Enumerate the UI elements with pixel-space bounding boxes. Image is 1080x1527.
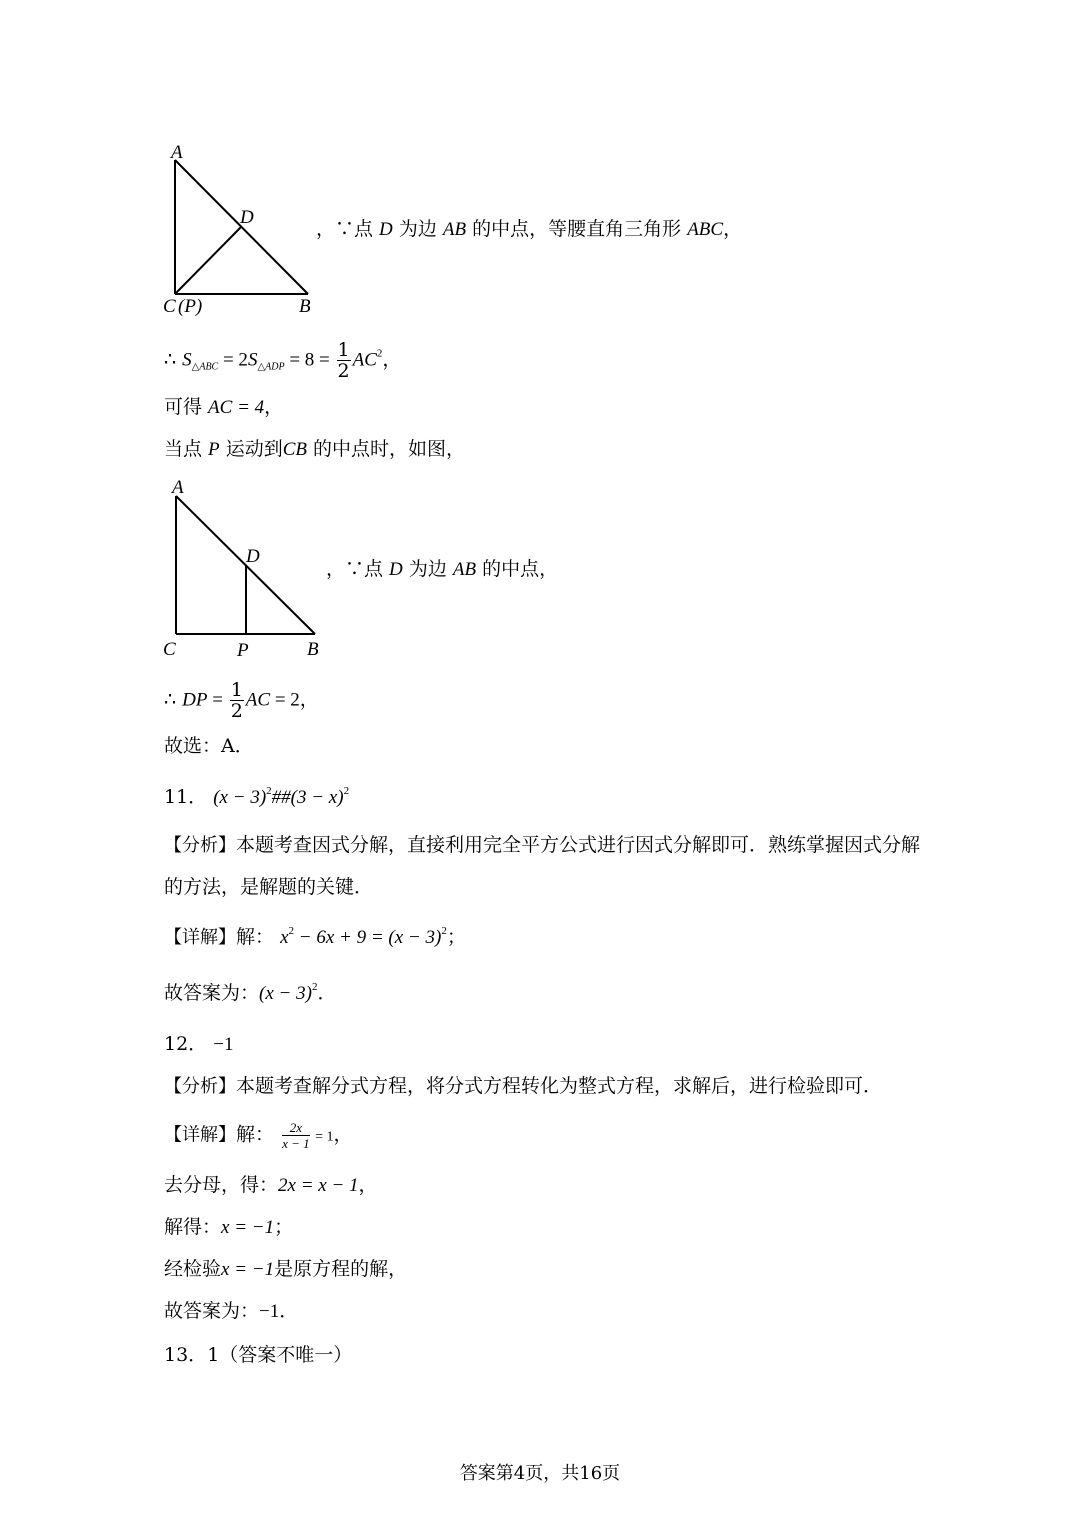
q11-answer-line: [164, 784, 349, 811]
analysis-text: 本题考查解分式方程，将分式方程转化为整式方程，求解后，进行检验即可．: [236, 1075, 883, 1097]
text: = 2: [270, 689, 300, 711]
fraction: [282, 1120, 310, 1151]
reasoning-line-2: [164, 340, 401, 381]
text: 去分母，得：: [164, 1174, 279, 1196]
q12-step2-line: [164, 1214, 293, 1241]
equation: = 1: [311, 1129, 334, 1145]
detail-tag: 【详解】: [164, 927, 236, 948]
text: 的中点时，如图，: [306, 438, 466, 460]
text: 当点: [164, 438, 209, 460]
exponent: 2: [288, 925, 294, 937]
triangle-figure-1-svg: [160, 140, 330, 320]
label-A: A: [172, 477, 184, 498]
label-D: D: [246, 546, 260, 567]
denominator: 2: [337, 360, 350, 382]
analysis-text: 本题考查因式分解，直接利用完全平方公式进行因式分解即可．熟练掌握因式分解: [236, 834, 921, 856]
text: 的中点，等腰直角三角形: [466, 218, 688, 240]
equation: x = −1: [221, 1217, 275, 1238]
text: 故答案为：: [164, 1300, 260, 1322]
var-DP: DP: [182, 689, 208, 711]
text: ，: [358, 1174, 378, 1196]
text: = 2: [218, 349, 248, 371]
text: ，: [333, 1123, 353, 1146]
label-D: D: [240, 207, 254, 228]
analysis-tag: 【分析】: [164, 835, 236, 856]
var-CB: CB: [282, 439, 307, 460]
var-D: D: [379, 219, 393, 240]
var-AB: AB: [452, 559, 477, 580]
fraction-half: [337, 340, 351, 381]
reasoning-line-6: [164, 680, 319, 721]
text: 解得：: [164, 1216, 222, 1238]
text: 解：: [236, 926, 275, 948]
text: 可得: [164, 396, 209, 418]
q12-final-line: [164, 1298, 298, 1325]
text: 是原方程的解，: [274, 1258, 408, 1280]
var-ABC: ABC: [687, 219, 724, 240]
var-D: D: [389, 559, 403, 580]
reasoning-line-3: [164, 394, 283, 421]
analysis-tag: 【分析】: [164, 1076, 236, 1097]
text: ，: [723, 218, 743, 240]
text: =: [207, 689, 228, 711]
var-AC: AC: [245, 689, 271, 711]
q12-step3-line: [164, 1256, 407, 1283]
equation: x = −1: [221, 1259, 275, 1280]
equation: AC = 4: [208, 397, 265, 418]
triangle-figure-1: [160, 140, 330, 320]
label-C: C: [163, 296, 176, 317]
triangle-figure-2: [160, 474, 340, 664]
label-B: B: [299, 296, 311, 317]
separator: ##: [271, 787, 291, 808]
var-S: S: [247, 349, 258, 371]
exponent: 2: [343, 785, 350, 797]
answer-value: 1（答案不唯一）: [207, 1344, 353, 1366]
var-AC: AC: [352, 349, 377, 371]
var-S: S: [182, 349, 192, 371]
text: 经检验: [164, 1258, 222, 1280]
fraction-half: [230, 680, 244, 721]
numerator: 1: [230, 679, 243, 701]
equation: 2x = x − 1: [278, 1175, 359, 1196]
therefore-symbol: ∴: [164, 688, 177, 711]
detail-tag: 【详解】: [164, 1124, 236, 1146]
text: 故选：A．: [164, 735, 254, 757]
question-number: 12．: [164, 1033, 208, 1055]
reasoning-line-7: [164, 733, 254, 759]
text: ，: [382, 348, 402, 371]
numerator: 2x: [282, 1120, 310, 1136]
question-number: 11．: [164, 786, 208, 808]
answer-expression: (x − 3): [213, 787, 267, 808]
text: 故答案为：: [164, 982, 260, 1004]
text: 为边: [402, 558, 453, 580]
final-answer: −1: [259, 1301, 280, 1322]
reasoning-line-1: [316, 216, 742, 243]
analysis-text: 的方法，是解题的关键．: [164, 876, 374, 898]
denominator: x − 1: [282, 1136, 310, 1151]
triangle-figure-2-svg: [160, 474, 340, 664]
q12-answer-line: [164, 1031, 233, 1058]
answer-value: −1: [213, 1034, 234, 1055]
subscript: △ABC: [191, 361, 219, 373]
exponent: 2: [376, 347, 383, 360]
text: ，∵点: [316, 218, 380, 240]
label-A: A: [171, 142, 183, 163]
var-P: P: [208, 439, 220, 460]
text: ．: [279, 1300, 299, 1322]
label-B: B: [307, 639, 319, 660]
equation: − 6x + 9 = (x − 3): [294, 927, 442, 948]
var-x: x: [280, 927, 289, 948]
q11-analysis-line-2: [164, 874, 373, 900]
page-footer: 答案第4页，共16页: [459, 1463, 621, 1484]
subscript: △ADP: [257, 361, 285, 373]
exponent: 2: [311, 981, 318, 993]
text: = 8 =: [284, 349, 335, 371]
text: ，: [264, 396, 284, 418]
reasoning-line-5: [326, 556, 558, 583]
text: ，∵点: [326, 558, 390, 580]
q12-detail-line: [164, 1120, 353, 1151]
answer-expression: (3 − x): [290, 787, 344, 808]
q11-detail-line: [164, 924, 466, 951]
text: 解：: [236, 1123, 275, 1146]
numerator: 1: [337, 339, 350, 361]
var-AB: AB: [442, 219, 467, 240]
exponent: 2: [441, 925, 447, 937]
question-number: 13．: [164, 1344, 208, 1366]
text: ，: [299, 688, 319, 711]
text: 为边: [392, 218, 443, 240]
q12-step1-line: [164, 1172, 378, 1199]
reasoning-line-4: [164, 436, 465, 463]
label-C: C: [163, 639, 176, 660]
text: 的中点，: [476, 558, 559, 580]
q13-answer-line: [164, 1342, 352, 1368]
final-answer: (x − 3): [259, 983, 312, 1004]
text: ．: [317, 982, 337, 1004]
segment-CD: [175, 227, 241, 294]
denominator: 2: [230, 700, 243, 722]
label-P: P: [237, 640, 249, 661]
q11-analysis-line-1: [164, 832, 920, 859]
q12-analysis-line: [164, 1073, 882, 1100]
label-P: (P): [178, 296, 203, 317]
text: ；: [446, 926, 466, 948]
q11-final-line: [164, 980, 336, 1007]
text: ；: [274, 1216, 294, 1238]
exponent: 2: [266, 785, 272, 797]
text: 运动到: [219, 438, 283, 460]
therefore-symbol: ∴: [164, 348, 177, 371]
